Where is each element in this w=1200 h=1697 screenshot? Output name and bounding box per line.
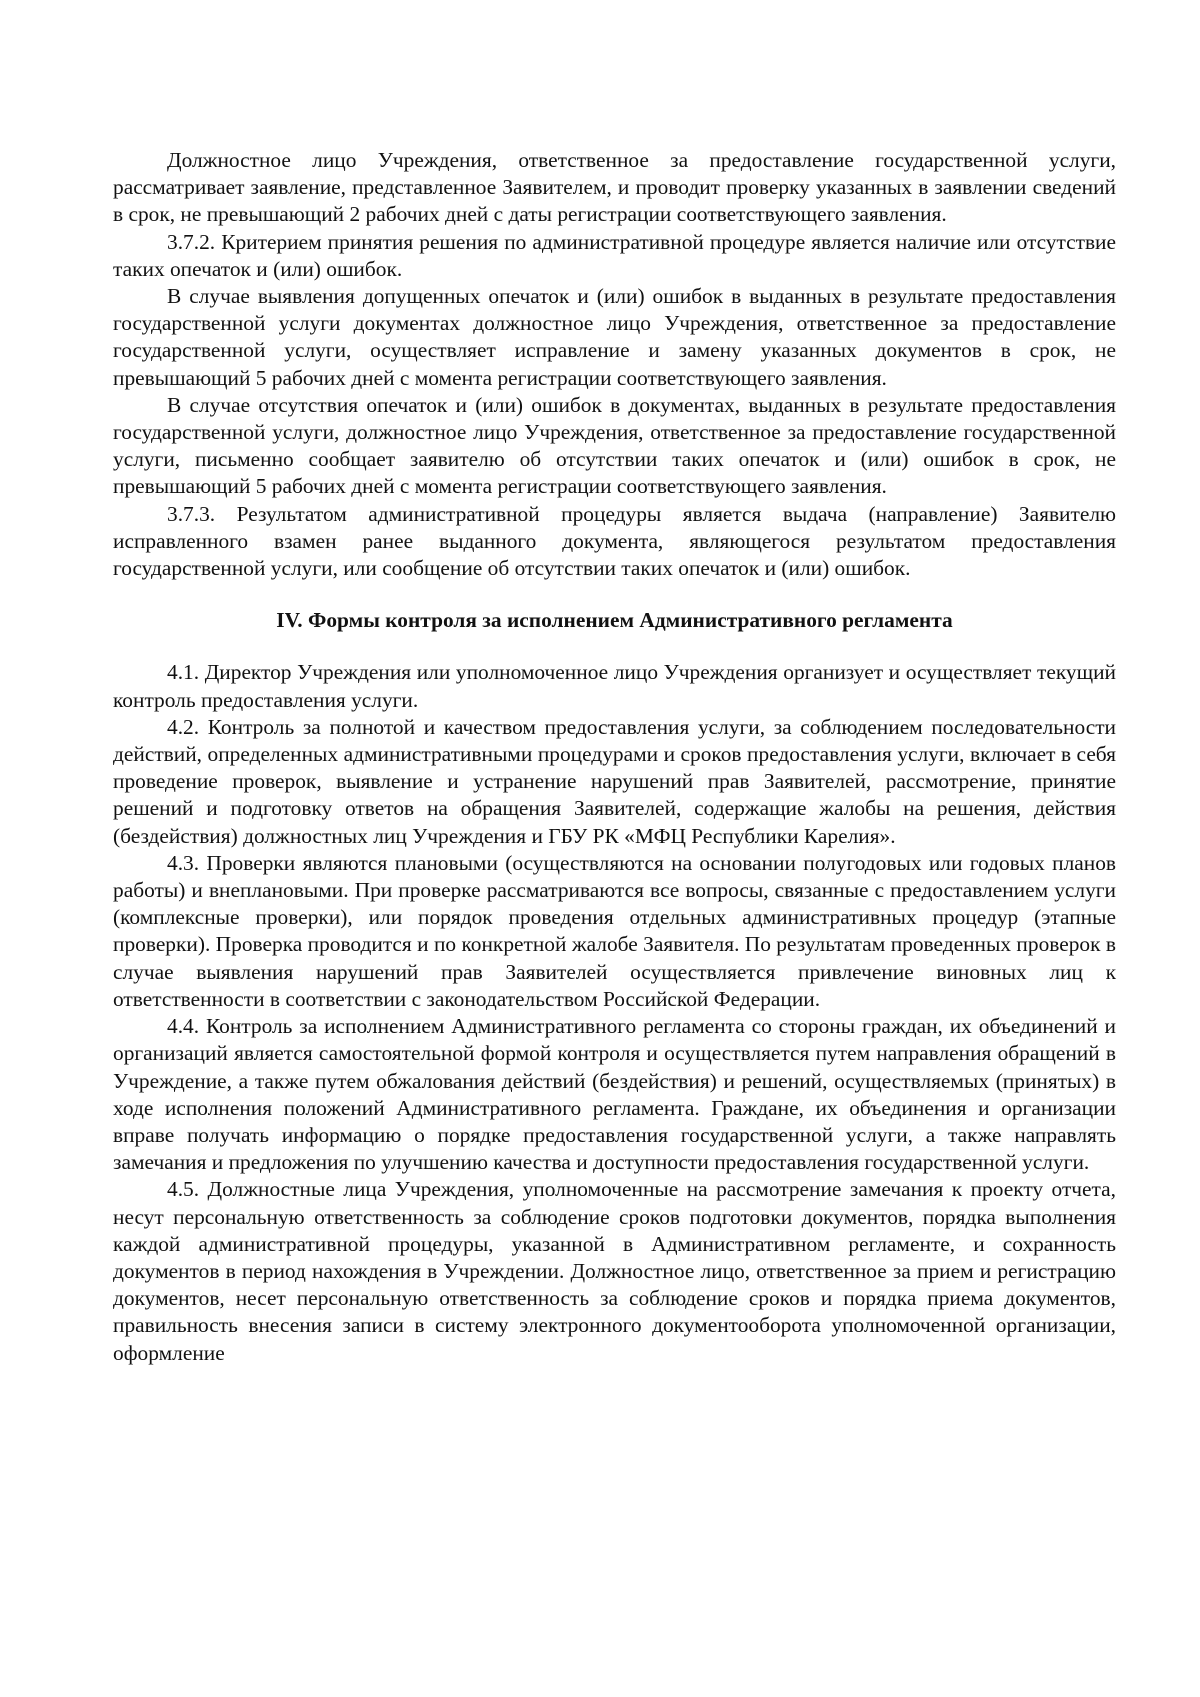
paragraph-4-4: 4.4. Контроль за исполнением Административного регламента со стороны граждан, их объединений и организаций является самостоятельной формой контроля и осуществляется путем направления обращений в Учреждение, а также путем обжалования действий (бездействия) и решений, осуществляемых (принятых) в ходе исполнения положений Административного регламента. Граждане, их объединения и организации вправе получать информацию о порядке предоставления государственной услуги, а также направлять замечания и предложения по улучшению качества и доступности предоставления государственной услуги. — [113, 1014, 1116, 1175]
section-heading-iv: IV. Формы контроля за исполнением Административного регламента — [276, 608, 953, 633]
paragraph-errors-found: В случае выявления допущенных опечаток и (или) ошибок в выданных в результате предоставления государственной услуги документах должностное лицо Учреждения, ответственное за предоставление государственной услуги, осуществляет исправление и замену указанных документов в срок, не превышающий 5 рабочих дней с момента регистрации соответствующего заявления. — [113, 284, 1116, 390]
paragraph-3-7-3-result: 3.7.3. Результатом административной процедуры является выдача (направление) Заявителю исправленного взамен ранее выданного документа, являющегося результатом предоставления государственной услуги, или сообщение об отсутствии таких опечаток и (или) ошибок. — [113, 501, 1116, 581]
paragraph-4-1: 4.1. Директор Учреждения или уполномоченное лицо Учреждения организует и осуществляет текущий контроль предоставления услуги. — [113, 660, 1116, 712]
paragraph-3-7-2-criterion: 3.7.2. Критерием принятия решения по административной процедуре является наличие или отсутствие таких опечаток и (или) ошибок. — [113, 229, 1116, 281]
paragraph-errors-absent: В случае отсутствия опечаток и (или) ошибок в документах, выданных в результате предоставления государственной услуги, должностное лицо Учреждения, ответственное за предоставление государственной услуги, письменно сообщает заявителю об отсутствии таких опечаток и (или) ошибок в срок, не превышающий 5 рабочих дней с момента регистрации соответствующего заявления. — [113, 392, 1116, 499]
document-page — [113, 147, 1116, 1367]
paragraph-review-statement: Должностное лицо Учреждения, ответственное за предоставление государственной услуги, рассматривает заявление, представленное Заявителем, и проводит проверку указанных в заявлении сведений в срок, не превышающий 2 рабочих дней с даты регистрации соответствующего заявления. — [113, 148, 1116, 227]
paragraph-4-3: 4.3. Проверки являются плановыми (осуществляются на основании полугодовых или годовых планов работы) и внеплановыми. При проверке рассматриваются все вопросы, связанные с предоставлением услуги (комплексные проверки), или порядок проведения отдельных административных процедур (этапные проверки). Проверка проводится и по конкретной жалобе Заявителя. По результатам проведенных проверок в случае выявления нарушений прав Заявителей осуществляется привлечение виновных лиц к ответственности в соответствии с законодательством Российской Федерации. — [113, 850, 1116, 1011]
paragraph-4-2: 4.2. Контроль за полнотой и качеством предоставления услуги, за соблюдением последовательности действий, определенных административными процедурами и сроков предоставления услуги, включает в себя проведение проверок, выявление и устранение нарушений прав Заявителей, рассмотрение, принятие решений и подготовку ответов на обращения Заявителей, содержащие жалобы на решения, действия (бездействия) должностных лиц Учреждения и ГБУ РК «МФЦ Республики Карелия». — [113, 714, 1116, 848]
paragraph-4-5: 4.5. Должностные лица Учреждения, уполномоченные на рассмотрение замечания к проекту отчета, несут персональную ответственность за соблюдение сроков подготовки документов, порядка выполнения каждой административной процедуры, указанной в Административном регламенте, и сохранность документов в период нахождения в Учреждении. Должностное лицо, ответственное за прием и регистрацию документов, несет персональную ответственность за соблюдение сроков и порядка приема документов, правильность внесения записи в систему электронного документооборота уполномоченной организации, оформление — [113, 1177, 1116, 1365]
